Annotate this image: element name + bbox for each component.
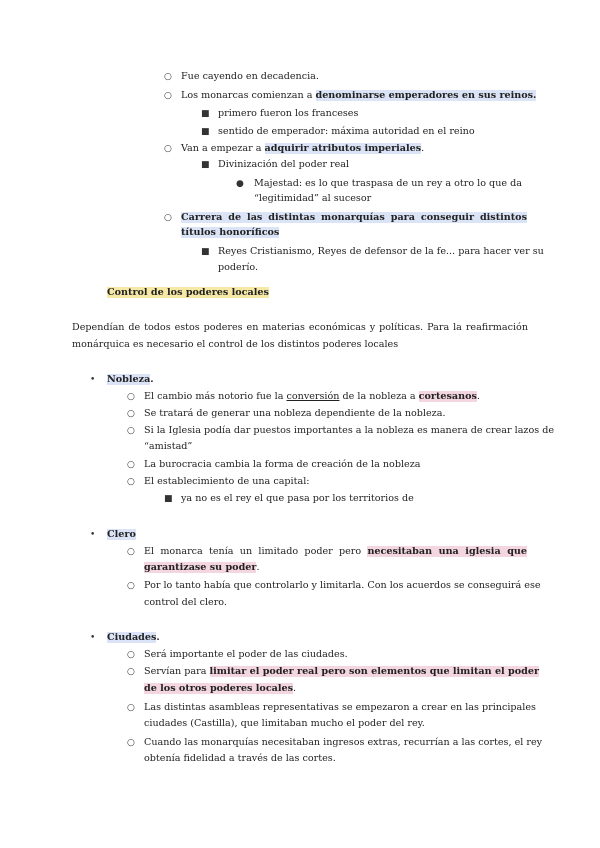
text-line: control del clero.	[144, 597, 227, 608]
bullet-circle: ○	[127, 460, 135, 470]
text-line: Los monarcas comienzan a denominarse emperadores en sus reinos.	[181, 90, 537, 101]
section-ciudades-title: Ciudades.	[107, 632, 160, 643]
text-line: Será importante el poder de las ciudades.	[144, 649, 348, 660]
bullet-disc: ●	[236, 179, 244, 189]
text-line: Van a empezar a adquirir atributos imperiales.	[181, 143, 425, 154]
bullet-square: ■	[201, 160, 210, 170]
text-line: El monarca tenía un limitado poder pero necesitaban una iglesia que	[144, 546, 527, 557]
text-line: sentido de emperador: máxima autoridad en el reino	[218, 126, 475, 137]
bullet-square: ■	[201, 127, 210, 137]
bullet-disc: •	[90, 633, 96, 643]
text-line: El cambio más notorio fue la conversión de la nobleza a cortesanos.	[144, 391, 480, 402]
text-line: Se tratará de generar una nobleza dependiente de la nobleza.	[144, 408, 446, 419]
text-line: Cuando las monarquías necesitaban ingresos extras, recurrían a las cortes, el rey	[144, 737, 543, 748]
bullet-disc: •	[90, 375, 96, 385]
text-line: de los otros poderes locales.	[144, 683, 297, 694]
text-line: poderío.	[218, 262, 259, 273]
bullet-circle: ○	[127, 426, 135, 436]
text-line: Por lo tanto había que controlarlo y limitarla. Con los acuerdos se conseguirá ese	[144, 580, 541, 591]
text-line: Reyes Cristianismo, Reyes de defensor de la fe... para hacer ver su	[218, 246, 544, 257]
text-line: Si la Iglesia podía dar puestos importantes a la nobleza es manera de crear lazos de	[144, 425, 555, 436]
bullet-disc: •	[90, 530, 96, 540]
bullet-circle: ○	[127, 409, 135, 419]
text-line: Carrera de las distintas monarquías para conseguir distintos	[181, 212, 527, 223]
bullet-circle: ○	[127, 650, 135, 660]
bullet-circle: ○	[164, 213, 172, 223]
bullet-square: ■	[201, 109, 210, 119]
bullet-circle: ○	[127, 738, 135, 748]
text-line: obtenía fidelidad a través de las cortes.	[144, 753, 336, 764]
text-line: garantizase su poder.	[144, 562, 260, 573]
intro-paragraph-line: Dependían de todos estos poderes en materias económicas y políticas. Para la reafirmación	[72, 322, 528, 333]
bullet-circle: ○	[127, 392, 135, 402]
bullet-circle: ○	[164, 91, 172, 101]
text-line: Divinización del poder real	[218, 159, 350, 170]
text-line: La burocracia cambia la forma de creación de la nobleza	[144, 459, 421, 470]
text-line: Majestad: es lo que traspasa de un rey a otro lo que da	[254, 178, 522, 189]
bullet-circle: ○	[127, 547, 135, 557]
bullet-circle: ○	[127, 581, 135, 591]
text-line: ciudades (Castilla), que limitaban mucho el poder del rey.	[144, 718, 425, 729]
text-line: Fue cayendo en decadencia.	[181, 71, 319, 82]
text-line: primero fueron los franceses	[218, 108, 359, 119]
bullet-circle: ○	[164, 72, 172, 82]
text-line: Servían para limitar el poder real pero son elementos que limitan el poder	[144, 666, 539, 677]
bullet-circle: ○	[164, 144, 172, 154]
text-line: El establecimiento de una capital:	[144, 476, 310, 487]
bullet-circle: ○	[127, 477, 135, 487]
text-line: títulos honoríficos	[181, 227, 280, 238]
text-line: “legitimidad” al sucesor	[254, 193, 372, 204]
section-clero-title: Clero	[107, 529, 136, 540]
bullet-circle: ○	[127, 703, 135, 713]
section-heading: Control de los poderes locales	[107, 287, 269, 298]
intro-paragraph-line: monárquica es necesario el control de los distintos poderes locales	[72, 339, 399, 350]
text-line: Las distintas asambleas representativas se empezaron a crear en las principales	[144, 702, 536, 713]
text-line: “amistad”	[144, 441, 193, 452]
bullet-circle: ○	[127, 667, 135, 677]
bullet-square: ■	[164, 494, 173, 504]
text-line: ya no es el rey el que pasa por los territorios de	[181, 493, 414, 504]
bullet-square: ■	[201, 247, 210, 257]
section-nobleza-title: Nobleza.	[107, 374, 154, 385]
